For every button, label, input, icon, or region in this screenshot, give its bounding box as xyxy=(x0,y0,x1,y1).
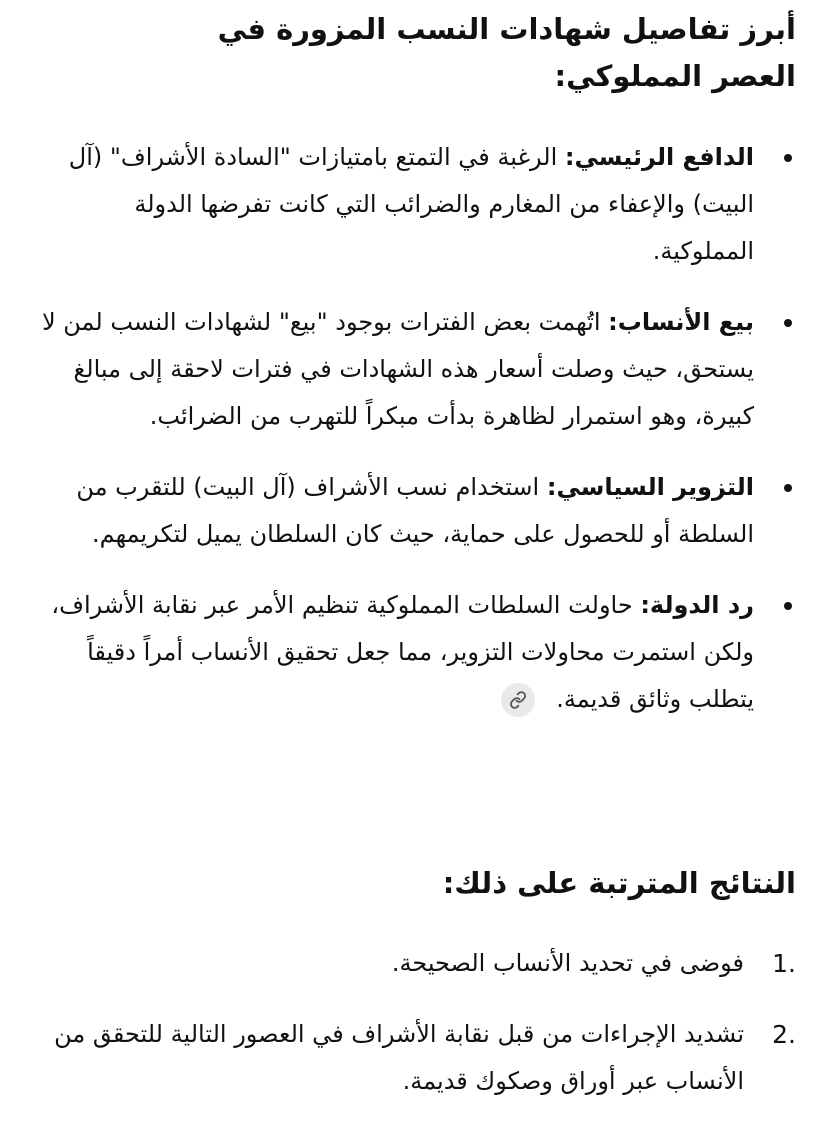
item-title: رد الدولة: xyxy=(640,591,754,619)
list-item xyxy=(32,1011,796,1105)
item-number: 1. xyxy=(772,949,796,978)
details-list xyxy=(32,134,796,747)
list-item xyxy=(32,940,796,987)
bullet-dot xyxy=(784,484,792,492)
list-item xyxy=(32,299,796,440)
bullet-dot xyxy=(784,154,792,162)
bullet-dot xyxy=(784,602,792,610)
item-title: الدافع الرئيسي: xyxy=(564,143,754,171)
item-text: اتُهمت بعض الفترات بوجود "بيع" لشهادات النسب لمن لا يستحق، حيث وصلت أسعار هذه الشهادات في فترات لاحقة إلى مبالغ كبيرة، وهو استمرار لظاهرة بدأت مبكراً للتهرب من الضرائب. xyxy=(41,308,754,430)
section-heading: أبرز تفاصيل شهادات النسب المزورة في العصر المملوكي: xyxy=(217,12,796,93)
list-item xyxy=(32,134,796,275)
item-number: 2. xyxy=(772,1020,796,1049)
item-text: استخدام نسب الأشراف (آل البيت) للتقرب من السلطة أو للحصول على حماية، حيث كان السلطان يميل لتكريمهم. xyxy=(76,473,754,548)
list-item xyxy=(32,582,796,723)
item-text: تشديد الإجراءات من قبل نقابة الأشراف في العصور التالية للتحقق من الأنساب عبر أوراق وصكوك قديمة. xyxy=(54,1020,744,1095)
consequences-heading: النتائج المترتبة على ذلك: xyxy=(442,866,796,900)
consequences-list xyxy=(32,940,796,1129)
list-item xyxy=(32,464,796,558)
link-icon[interactable] xyxy=(501,683,535,717)
item-text: فوضى في تحديد الأنساب الصحيحة. xyxy=(391,949,744,977)
article xyxy=(32,0,796,1115)
item-text: الرغبة في التمتع بامتيازات "السادة الأشراف" (آل البيت) والإعفاء من المغارم والضرائب التي كانت تفرضها الدولة المملوكية. xyxy=(68,143,754,265)
item-text: حاولت السلطات المملوكية تنظيم الأمر عبر نقابة الأشراف، ولكن استمرت محاولات التزوير، مما جعل تحقيق الأنساب أمراً دقيقاً يتطلب وثائق قديمة. xyxy=(51,591,754,713)
bullet-dot xyxy=(784,319,792,327)
item-title: بيع الأنساب: xyxy=(608,308,754,336)
item-title: التزوير السياسي: xyxy=(546,473,754,501)
